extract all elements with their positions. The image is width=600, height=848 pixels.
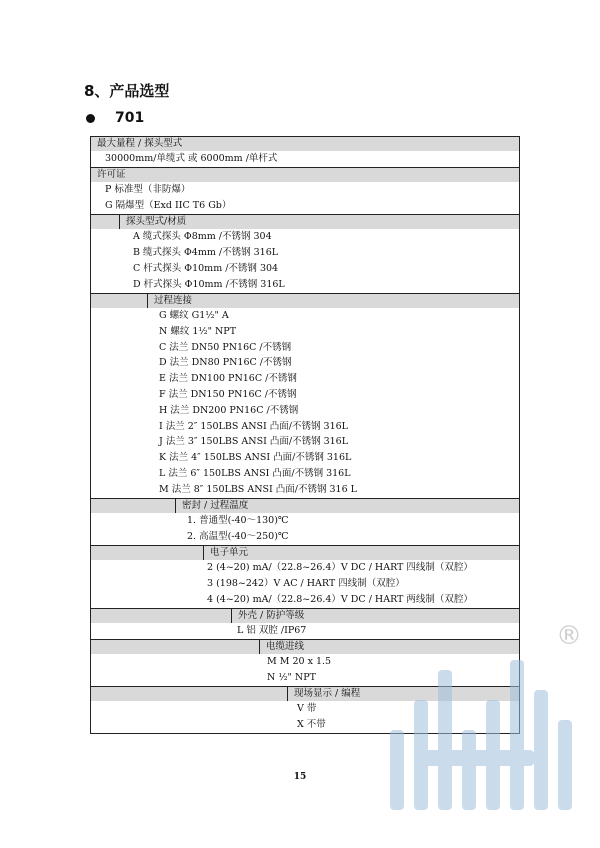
section-header-label: 电缆进线	[259, 640, 519, 654]
table-row: L 法兰 6″ 150LBS ANSI 凸面/不锈钢 316L	[159, 467, 351, 479]
section-header-label: 外壳 / 防护等级	[231, 609, 519, 623]
table-row: G 螺纹 G1½" A	[159, 310, 229, 321]
table-row: G 隔爆型（Exd IIC T6 Gb）	[105, 200, 232, 211]
table-row: A 缆式探头 Φ8mm /不锈钢 304	[133, 231, 272, 242]
page-number: 15	[293, 772, 307, 782]
table-row: J 法兰 3″ 150LBS ANSI 凸面/不锈钢 316L	[159, 436, 349, 448]
table-row: C 杆式探头 Φ10mm /不锈钢 304	[133, 263, 279, 274]
table-section-header	[91, 545, 519, 560]
table-row: P 标准型（非防爆）	[105, 184, 191, 195]
section-header-label: 电子单元	[203, 546, 519, 560]
table-row: 2. 高温型(-40～250)℃	[187, 530, 289, 542]
table-row: 3 (198~242）V AC / HART 四线制（双腔）	[207, 577, 405, 589]
table-row: 1. 普通型(-40～130)℃	[187, 514, 289, 526]
table-row: M M 20 x 1.5	[267, 655, 332, 667]
table-row: L 铝 双腔 /IP67	[237, 624, 307, 636]
table-row: I 法兰 2″ 150LBS ANSI 凸面/不锈钢 316L	[159, 420, 348, 432]
section-header-label: 密封 / 过程温度	[175, 499, 519, 513]
table-row: D 杆式探头 Φ10mm /不锈钢 316L	[133, 279, 285, 290]
table-row: 4 (4~20) mA/（22.8~26.4）V DC / HART 两线制（双腔）	[207, 593, 473, 605]
table-row: V 带	[297, 702, 317, 714]
table-row: X 不带	[297, 718, 326, 730]
bullet-icon	[86, 114, 95, 123]
registered-mark: ®	[556, 621, 582, 651]
model-label	[86, 110, 144, 126]
section-heading: 8、产品选型	[84, 82, 170, 100]
table-row: C 法兰 DN50 PN16C /不锈钢	[159, 341, 292, 353]
table-row: D 法兰 DN80 PN16C /不锈钢	[159, 357, 292, 369]
table-row: N 螺纹 1½" NPT	[159, 325, 237, 337]
table-row: M 法兰 8″ 150LBS ANSI 凸面/不锈钢 316 L	[159, 483, 357, 495]
model-number: 701	[115, 110, 145, 126]
table-row: H 法兰 DN200 PN16C /不锈钢	[159, 404, 299, 416]
section-header-label: 过程连接	[147, 294, 519, 308]
table-row: F 法兰 DN150 PN16C /不锈钢	[159, 388, 297, 400]
table-section-header	[91, 498, 519, 513]
table-section-header	[91, 167, 519, 182]
table-row: N ½" NPT	[267, 671, 316, 683]
watermark-logo	[370, 600, 590, 840]
section-header-label: 最大量程 / 探头型式	[97, 138, 183, 149]
table-row: K 法兰 4″ 150LBS ANSI 凸面/不锈钢 316L	[159, 452, 352, 464]
section-header-label: 现场显示 / 编程	[287, 687, 519, 701]
table-row: B 缆式探头 Φ4mm /不锈钢 316L	[133, 247, 279, 258]
table-section-header	[91, 293, 519, 308]
table-section-header	[91, 214, 519, 229]
section-header-label: 探头型式/材质	[119, 215, 519, 229]
table-row: E 法兰 DN100 PN16C /不锈钢	[159, 373, 297, 385]
table-row: 2 (4~20) mA/（22.8~26.4）V DC / HART 四线制（双腔）	[207, 561, 473, 573]
table-row: 30000mm/单缆式 或 6000mm /单杆式	[105, 153, 278, 164]
section-header-label: 许可证	[97, 169, 126, 180]
table-section-header	[91, 136, 519, 151]
